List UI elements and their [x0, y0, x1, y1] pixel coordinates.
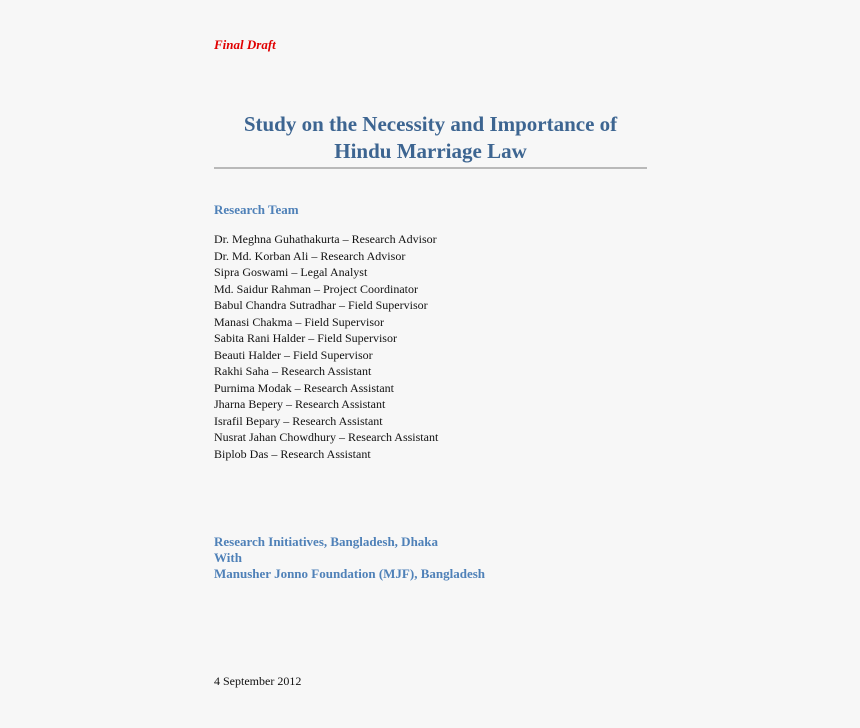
team-member: Sabita Rani Halder – Field Supervisor: [214, 331, 397, 345]
team-member: Sipra Goswami – Legal Analyst: [214, 265, 368, 279]
organization-line: Research Initiatives, Bangladesh, Dhaka: [214, 534, 439, 549]
team-member: Beauti Halder – Field Supervisor: [214, 347, 373, 362]
organization-line: Manusher Jonno Foundation (MJF), Bangladesh: [214, 566, 486, 581]
document-date: 4 September 2012: [214, 674, 302, 688]
team-member: Nusrat Jahan Chowdhury – Research Assistant: [214, 430, 439, 444]
team-member: Md. Saidur Rahman – Project Coordinator: [214, 281, 418, 296]
team-member: Dr. Md. Korban Ali – Research Advisor: [214, 248, 406, 263]
research-team-list: [214, 231, 438, 462]
team-member: Manasi Chakma – Field Supervisor: [214, 314, 384, 329]
organization-connector: With: [214, 550, 242, 565]
title-line-1: Study on the Necessity and Importance of: [243, 112, 618, 136]
team-member: Babul Chandra Sutradhar – Field Supervisor: [214, 298, 428, 312]
team-member: Purnima Modak – Research Assistant: [214, 380, 394, 395]
organizations-block: [214, 534, 485, 582]
team-member: Israfil Bepary – Research Assistant: [214, 413, 383, 428]
document-title: [214, 111, 647, 165]
title-line-2: Hindu Marriage Law: [334, 139, 527, 163]
team-member: Dr. Meghna Guhathakurta – Research Advisor: [214, 232, 437, 246]
team-member: Rakhi Saha – Research Assistant: [214, 364, 372, 378]
title-divider: [214, 167, 647, 169]
draft-status-label: Final Draft: [214, 37, 276, 52]
team-member: Jharna Bepery – Research Assistant: [214, 397, 386, 411]
research-team-heading: Research Team: [214, 202, 299, 217]
team-member: Biplob Das – Research Assistant: [214, 446, 371, 461]
